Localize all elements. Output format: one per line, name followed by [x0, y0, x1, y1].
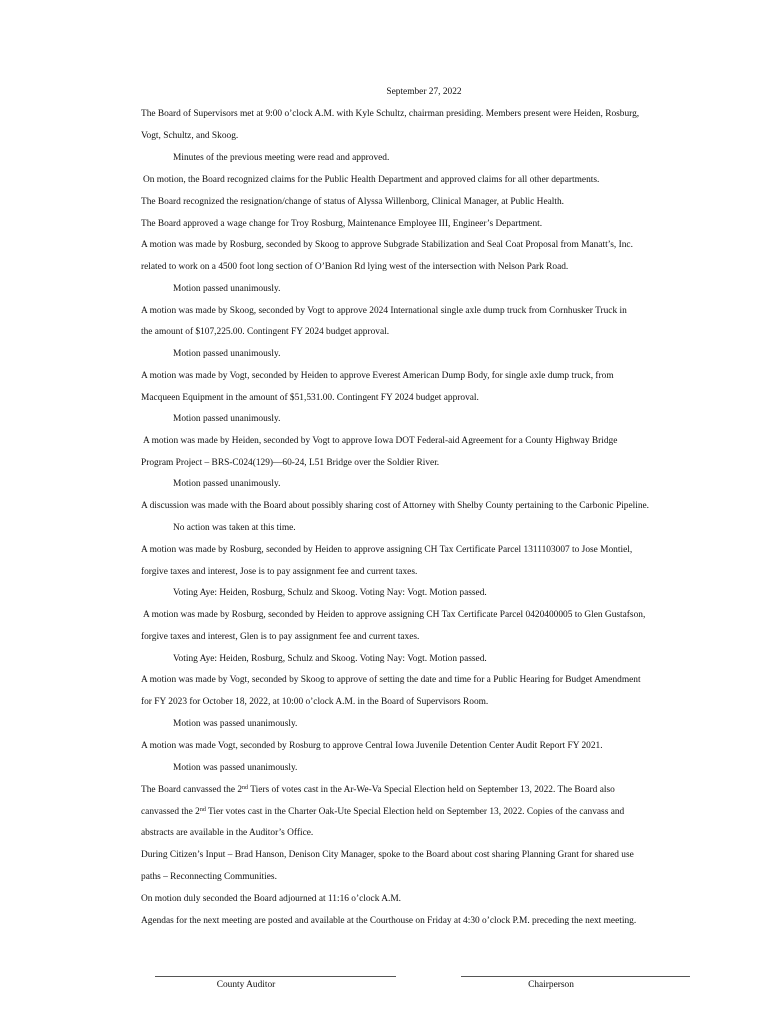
meeting-date: September 27, 2022	[386, 87, 462, 97]
paragraph-24-line-1	[141, 784, 615, 796]
canvass-text-1a: The Board canvassed the 2	[141, 785, 243, 795]
paragraph-12-line-1: A motion was made by Heiden, seconded by Vogt to approve Iowa DOT Federal-aid Agreement for a County Highway Bridge	[143, 436, 618, 446]
paragraph-1-line-2: Vogt, Schultz, and Skoog.	[141, 131, 239, 141]
paragraph-25-line-2: paths – Reconnecting Communities.	[141, 872, 277, 882]
chairperson-signature-line	[461, 976, 690, 977]
paragraph-16-line-1: A motion was made by Rosburg, seconded by Heiden to approve assigning CH Tax Certificate Parcel 1311103007 to Jose Montiel,	[141, 545, 633, 555]
paragraph-5: The Board approved a wage change for Troy Rosburg, Maintenance Employee III, Engineer’s Department.	[141, 219, 543, 229]
canvass-text-2a: canvassed the 2	[141, 807, 200, 817]
paragraph-3: On motion, the Board recognized claims for the Public Health Department and approved claims for all other departments.	[143, 175, 600, 185]
paragraph-26: On motion duly seconded the Board adjourned at 11:16 o’clock A.M.	[141, 894, 402, 904]
county-auditor-signature-line	[155, 976, 396, 977]
paragraph-12-line-2: Program Project – BRS-C024(129)—60-24, L51 Bridge over the Soldier River.	[141, 458, 440, 468]
paragraph-11: Motion passed unanimously.	[173, 414, 281, 424]
paragraph-19: Voting Aye: Heiden, Rosburg, Schulz and Skoog. Voting Nay: Vogt. Motion passed.	[173, 654, 487, 664]
paragraph-7: Motion passed unanimously.	[173, 284, 281, 294]
canvass-text-1b: Tiers of votes cast in the Ar-We-Va Special Election held on September 13, 2022. The Board also	[248, 785, 615, 795]
paragraph-8-line-2: the amount of $107,225.00. Contingent FY 2024 budget approval.	[141, 327, 390, 337]
ordinal-superscript: nd	[242, 785, 249, 791]
paragraph-9: Motion passed unanimously.	[173, 349, 281, 359]
paragraph-25-line-1: During Citizen’s Input – Brad Hanson, Denison City Manager, spoke to the Board about cost sharing Planning Grant for shared use	[141, 850, 634, 860]
paragraph-13: Motion passed unanimously.	[173, 479, 281, 489]
county-auditor-label: County Auditor	[216, 980, 276, 990]
paragraph-27: Agendas for the next meeting are posted and available at the Courthouse on Friday at 4:30 o’clock P.M. preceding the next meeting.	[141, 916, 637, 926]
paragraph-21: Motion was passed unanimously.	[173, 719, 298, 729]
ordinal-superscript: nd	[199, 807, 206, 813]
paragraph-10-line-2: Macqueen Equipment in the amount of $51,531.00. Contingent FY 2024 budget approval.	[141, 393, 479, 403]
chairperson-label: Chairperson	[528, 980, 574, 990]
paragraph-20-line-1: A motion was made by Vogt, seconded by Skoog to approve of setting the date and time for a Public Hearing for Budget Amendment	[141, 675, 641, 685]
paragraph-24-line-2	[141, 806, 624, 818]
paragraph-17: Voting Aye: Heiden, Rosburg, Schulz and Skoog. Voting Nay: Vogt. Motion passed.	[173, 588, 487, 598]
paragraph-8-line-1: A motion was made by Skoog, seconded by Vogt to approve 2024 International single axle dump truck from Cornhusker Truck in	[141, 306, 627, 316]
paragraph-16-line-2: forgive taxes and interest, Jose is to pay assignment fee and current taxes.	[141, 567, 418, 577]
paragraph-2: Minutes of the previous meeting were read and approved.	[173, 153, 390, 163]
paragraph-14: A discussion was made with the Board about possibly sharing cost of Attorney with Shelby County pertaining to the Carbonic Pipeline.	[141, 501, 650, 511]
paragraph-6-line-2: related to work on a 4500 foot long section of O’Banion Rd lying west of the intersection with Nelson Park Road.	[141, 262, 569, 272]
paragraph-22: A motion was made Vogt, seconded by Rosburg to approve Central Iowa Juvenile Detention Center Audit Report FY 2021.	[141, 741, 603, 751]
canvass-text-2b: Tier votes cast in the Charter Oak-Ute Special Election held on September 13, 2022. Copies of the canvass and	[205, 807, 625, 817]
paragraph-18-line-1: A motion was made by Rosburg, seconded by Heiden to approve assigning CH Tax Certificate Parcel 0420400005 to Glen Gustafson,	[143, 610, 646, 620]
paragraph-20-line-2: for FY 2023 for October 18, 2022, at 10:00 o’clock A.M. in the Board of Supervisors Room.	[141, 697, 489, 707]
paragraph-18-line-2: forgive taxes and interest, Glen is to pay assignment fee and current taxes.	[141, 632, 420, 642]
paragraph-6-line-1: A motion was made by Rosburg, seconded by Skoog to approve Subgrade Stabilization and Seal Coat Proposal from Manatt’s, Inc.	[141, 240, 633, 250]
paragraph-15: No action was taken at this time.	[173, 523, 296, 533]
paragraph-1-line-1: The Board of Supervisors met at 9:00 o’clock A.M. with Kyle Schultz, chairman presiding. Members present were Heiden, Rosburg,	[141, 109, 640, 119]
paragraph-4: The Board recognized the resignation/change of status of Alyssa Willenborg, Clinical Manager, at Public Health.	[141, 197, 565, 207]
paragraph-23: Motion was passed unanimously.	[173, 763, 298, 773]
paragraph-24-line-3: abstracts are available in the Auditor’s Office.	[141, 828, 314, 838]
paragraph-10-line-1: A motion was made by Vogt, seconded by Heiden to approve Everest American Dump Body, for single axle dump truck, from	[141, 371, 614, 381]
